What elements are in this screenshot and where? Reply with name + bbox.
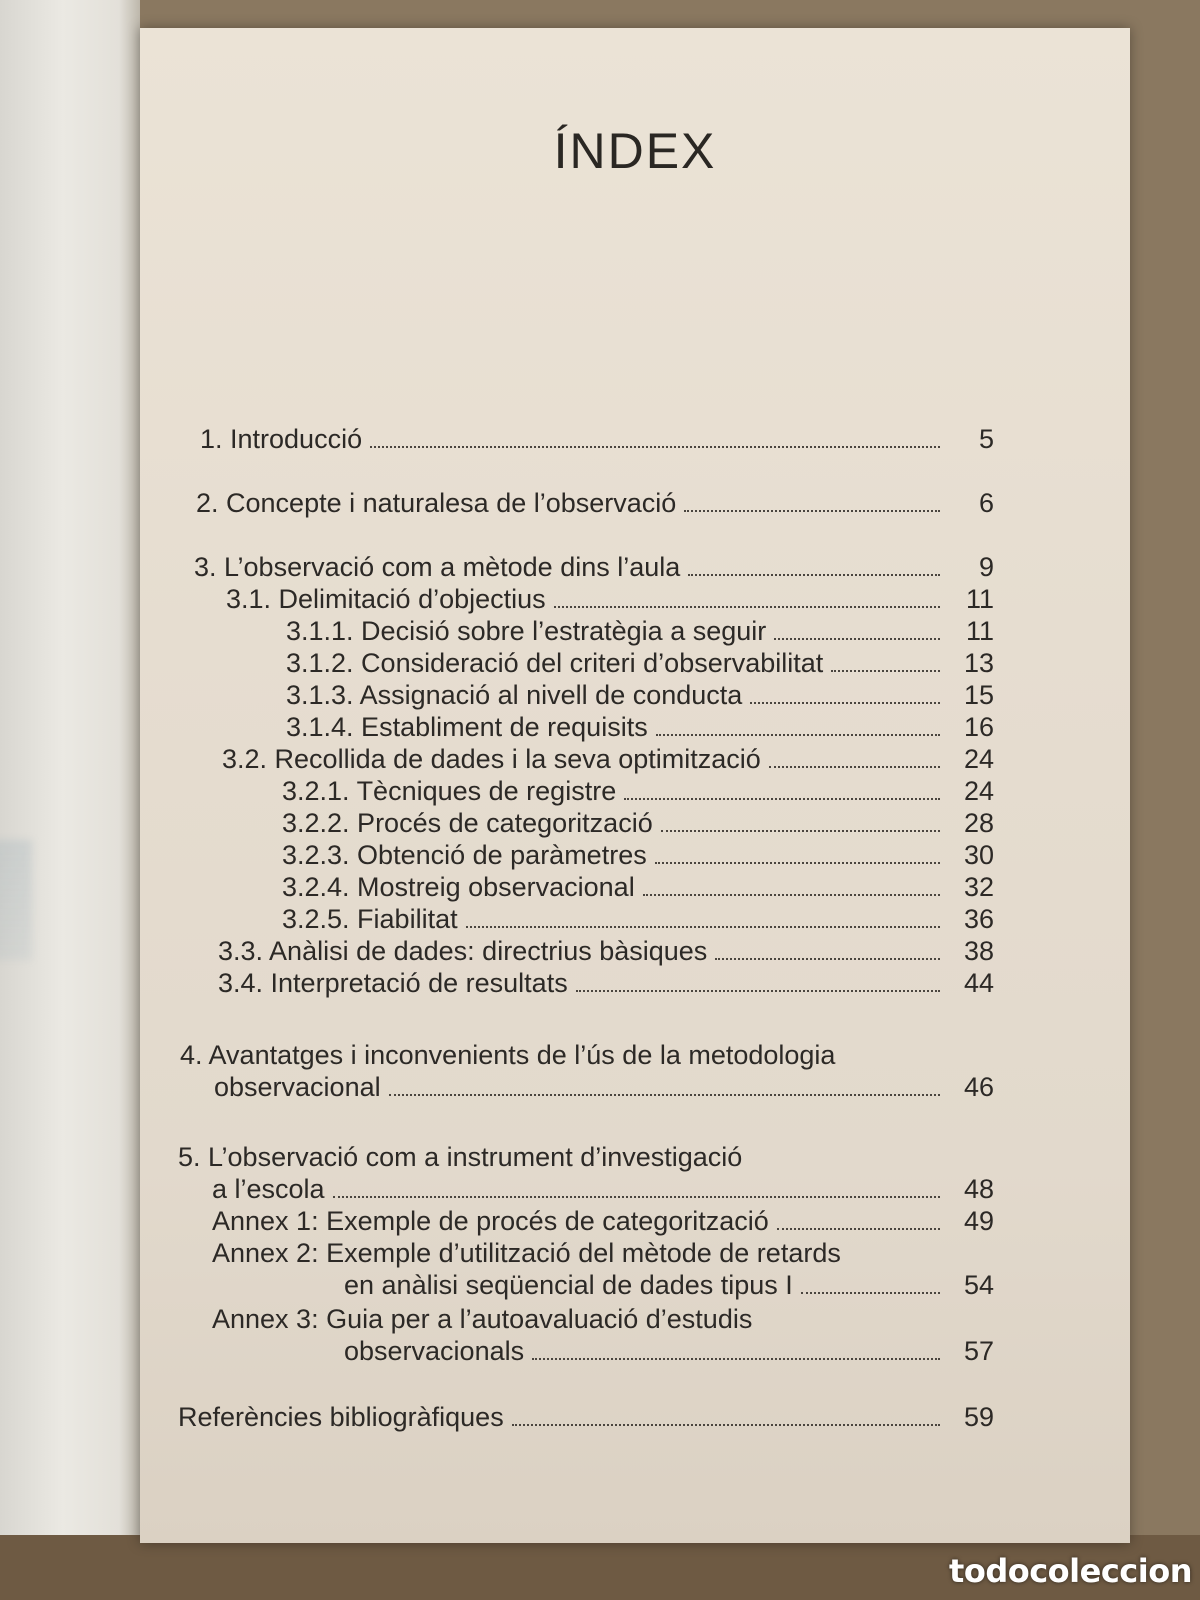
toc-entry-text: 3.2.3. Obtenció de paràmetres [282, 840, 647, 870]
toc-entry [286, 680, 994, 710]
toc-entry-text: 1. Introducció [200, 424, 363, 454]
toc-entry-page: 15 [963, 680, 994, 710]
toc-entry-page: 16 [963, 712, 994, 742]
toc-leader-dots [370, 446, 940, 448]
page-title: ÍNDEX [553, 123, 717, 179]
toc-leader-dots [750, 702, 940, 704]
toc-entry [282, 808, 994, 838]
toc-entry-page: 59 [963, 1402, 994, 1432]
toc-entry [178, 1402, 994, 1432]
toc-entry [218, 936, 994, 966]
toc-entry [196, 488, 994, 518]
toc-entry [282, 904, 994, 934]
toc-entry-page: 11 [965, 616, 994, 646]
toc-entry-text: 3.1. Delimitació d’objectius [226, 584, 546, 614]
toc-entry [344, 1336, 994, 1366]
toc-entry [286, 648, 994, 678]
toc-entry-text: 3.2.2. Procés de categorització [282, 808, 653, 838]
toc-entry [218, 968, 994, 998]
toc-entry-text: 4. Avantatges i inconvenients de l’ús de la metodologia [180, 1040, 836, 1070]
toc-entry-page: 28 [963, 808, 994, 838]
toc-entry-page: 24 [963, 776, 994, 806]
toc-leader-dots [532, 1358, 940, 1360]
toc-entry-page: 9 [978, 552, 994, 582]
watermark-logo: todocoleccion [949, 1552, 1192, 1590]
toc-entry [214, 1072, 994, 1102]
toc-entry-text: 3.1.2. Consideració del criteri d’observabilitat [286, 648, 824, 678]
toc-entry-page: 36 [963, 904, 994, 934]
toc-entry-text: 3.1.3. Assignació al nivell de conducta [286, 680, 743, 710]
toc-leader-dots [715, 958, 940, 960]
toc-entry-page: 48 [963, 1174, 994, 1204]
toc-entry-text: 3.1.4. Establiment de requisits [286, 712, 648, 742]
toc-entry-text: observacionals [344, 1336, 525, 1366]
toc-entry-text: en anàlisi seqüencial de dades tipus I [344, 1270, 793, 1300]
toc-entry-page: 38 [963, 936, 994, 966]
toc-leader-dots [333, 1196, 940, 1198]
toc-entry [194, 552, 994, 582]
toc-entry-text: 2. Concepte i naturalesa de l’observació [196, 488, 677, 518]
toc-leader-dots [512, 1424, 940, 1426]
toc-entry-page: 49 [963, 1206, 994, 1236]
toc-entry-text: Annex 2: Exemple d’utilització del mètode de retards [212, 1238, 841, 1268]
toc-leader-dots [684, 510, 940, 512]
toc-entry [212, 1174, 994, 1204]
toc-leader-dots [624, 798, 940, 800]
toc-entry-text: a l’escola [212, 1174, 325, 1204]
toc-leader-dots [554, 606, 940, 608]
facing-page [0, 0, 140, 1600]
toc-entry-text: Annex 3: Guia per a l’autoavaluació d’estudis [212, 1304, 753, 1334]
toc-entry-text: observacional [214, 1072, 381, 1102]
toc-entry-text: 3.2. Recollida de dades i la seva optimització [222, 744, 761, 774]
toc-leader-dots [655, 862, 940, 864]
toc-entry [282, 776, 994, 806]
toc-entry [212, 1206, 994, 1236]
toc-entry [200, 424, 994, 454]
toc-leader-dots [576, 990, 940, 992]
toc-leader-dots [769, 766, 940, 768]
toc-leader-dots [466, 926, 940, 928]
toc-entry-page: 32 [963, 872, 994, 902]
toc-entry-page: 46 [963, 1072, 994, 1102]
toc-leader-dots [688, 574, 940, 576]
toc-leader-dots [801, 1292, 940, 1294]
index-page [140, 28, 1130, 1543]
toc-leader-dots [777, 1228, 940, 1230]
toc-entry-text: 3.2.5. Fiabilitat [282, 904, 458, 934]
toc-entry-text: 3. L’observació com a mètode dins l’aula [194, 552, 681, 582]
toc-entry [282, 872, 994, 902]
toc-entry-text: 3.4. Interpretació de resultats [218, 968, 568, 998]
toc-entry-text: Referències bibliogràfiques [178, 1402, 504, 1432]
toc-entry [282, 840, 994, 870]
toc-leader-dots [656, 734, 940, 736]
toc-entry-text: 3.2.4. Mostreig observacional [282, 872, 635, 902]
toc-entry-text: 3.1.1. Decisió sobre l’estratègia a seguir [286, 616, 767, 646]
bleed-through-text [0, 840, 32, 960]
toc-entry-text: 5. L’observació com a instrument d’investigació [178, 1142, 743, 1172]
toc-leader-dots [774, 638, 940, 640]
toc-entry-page: 13 [963, 648, 994, 678]
toc-entry-page: 5 [978, 424, 994, 454]
toc-leader-dots [661, 830, 940, 832]
toc-entry-page: 30 [963, 840, 994, 870]
toc-entry [286, 712, 994, 742]
toc-entry [226, 584, 994, 614]
toc-entry-text: Annex 1: Exemple de procés de categorització [212, 1206, 769, 1236]
toc-entry [344, 1270, 994, 1300]
toc-entry-text: 3.2.1. Tècniques de registre [282, 776, 617, 806]
toc-leader-dots [643, 894, 940, 896]
toc-entry-text: 3.3. Anàlisi de dades: directrius bàsiques [218, 936, 708, 966]
toc-entry [286, 616, 994, 646]
toc-entry-page: 57 [963, 1336, 994, 1366]
toc-entry [222, 744, 994, 774]
toc-entry-page: 24 [963, 744, 994, 774]
toc-leader-dots [389, 1094, 940, 1096]
toc-entry-page: 44 [963, 968, 994, 998]
toc-entry-page: 6 [978, 488, 994, 518]
toc-entry-page: 54 [963, 1270, 994, 1300]
toc-entry-page: 11 [965, 584, 994, 614]
toc-leader-dots [831, 670, 940, 672]
